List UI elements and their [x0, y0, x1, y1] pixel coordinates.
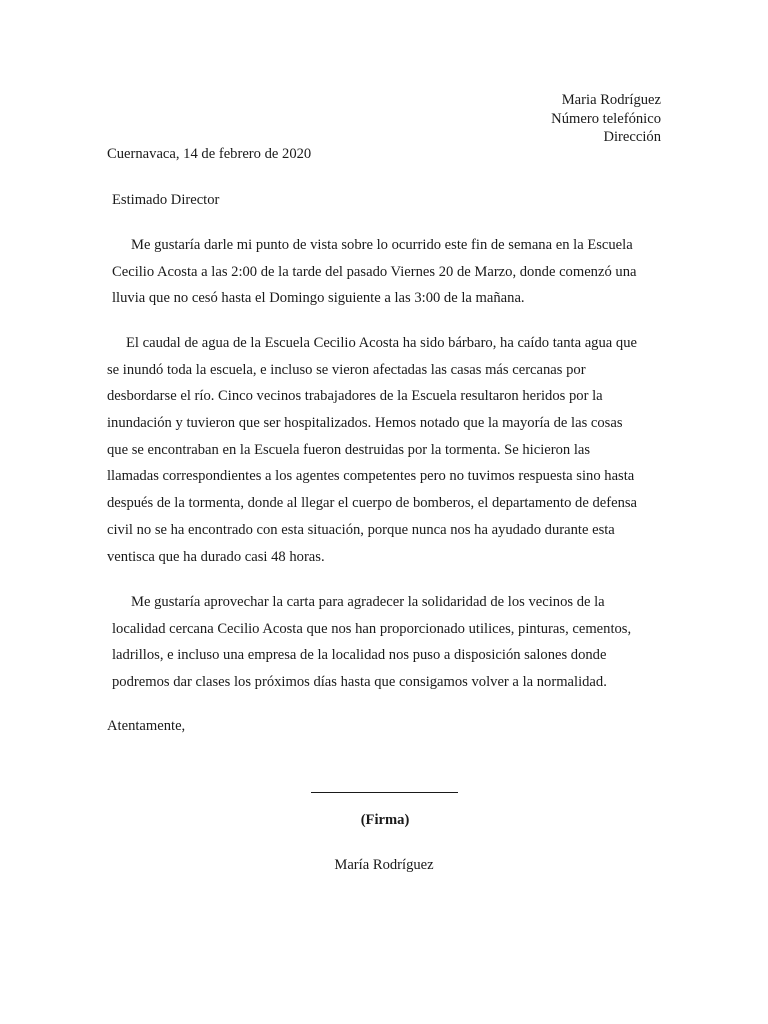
- signature-name: María Rodríguez: [334, 857, 434, 873]
- paragraph-line: ventisca que ha durado casi 48 horas.: [107, 548, 325, 565]
- paragraph-line: lluvia que no cesó hasta el Domingo siguiente a las 3:00 de la mañana.: [112, 290, 525, 307]
- paragraph-line: llamadas correspondientes a los agentes competentes pero no tuvimos respuesta sino hasta: [107, 468, 635, 485]
- paragraph-line: ladrillos, e incluso una empresa de la localidad nos puso a disposición salones donde: [112, 647, 607, 664]
- date-line: Cuernavaca, 14 de febrero de 2020: [107, 146, 312, 162]
- paragraph-2: [107, 330, 663, 570]
- paragraph-line: Cecilio Acosta a las 2:00 de la tarde del pasado Viernes 20 de Marzo, donde comenzó una: [112, 263, 637, 280]
- paragraph-line: localidad cercana Cecilio Acosta que nos han proporcionado utilices, pinturas, cementos,: [112, 620, 632, 637]
- paragraph-line: se inundó toda la escuela, e incluso se vieron afectadas las casas más cercanas por: [107, 361, 586, 378]
- salutation: Estimado Director: [112, 192, 220, 208]
- sender-address: Dirección: [603, 129, 661, 145]
- paragraph-line: podremos dar clases los próximos días hasta que consigamos volver a la normalidad.: [112, 674, 607, 691]
- paragraph-line: inundación y tuvieron que ser hospitalizados. Hemos notado que la mayoría de las cosas: [107, 415, 623, 432]
- signature-line: [311, 792, 458, 793]
- paragraph-line: que se encontraban en la Escuela fueron destruidas por la tormenta. Se hicieron las: [107, 441, 591, 458]
- paragraph-line: desbordarse el río. Cinco vecinos trabajadores de la Escuela resultaron heridos por la: [107, 388, 603, 405]
- sender-phone: Número telefónico: [551, 110, 661, 127]
- signature-label: (Firma): [360, 812, 410, 828]
- closing: Atentamente,: [107, 718, 186, 734]
- paragraph-line: Me gustaría aprovechar la carta para agradecer la solidaridad de los vecinos de la: [131, 594, 605, 610]
- paragraph-line: después de la tormenta, donde al llegar el cuerpo de bomberos, el departamento de defensa: [107, 495, 638, 512]
- paragraph-line: Me gustaría darle mi punto de vista sobre lo ocurrido este fin de semana en la Escuela: [131, 237, 633, 253]
- sender-block: [551, 91, 661, 147]
- paragraph-line: El caudal de agua de la Escuela Cecilio Acosta ha sido bárbaro, ha caído tanta agua que: [126, 335, 637, 351]
- paragraph-3: [112, 589, 668, 696]
- sender-name: Maria Rodríguez: [561, 92, 661, 108]
- paragraph-1: [112, 232, 668, 312]
- paragraph-line: civil no se ha encontrado con esta situación, porque nunca nos ha ayudado durante esta: [107, 521, 615, 538]
